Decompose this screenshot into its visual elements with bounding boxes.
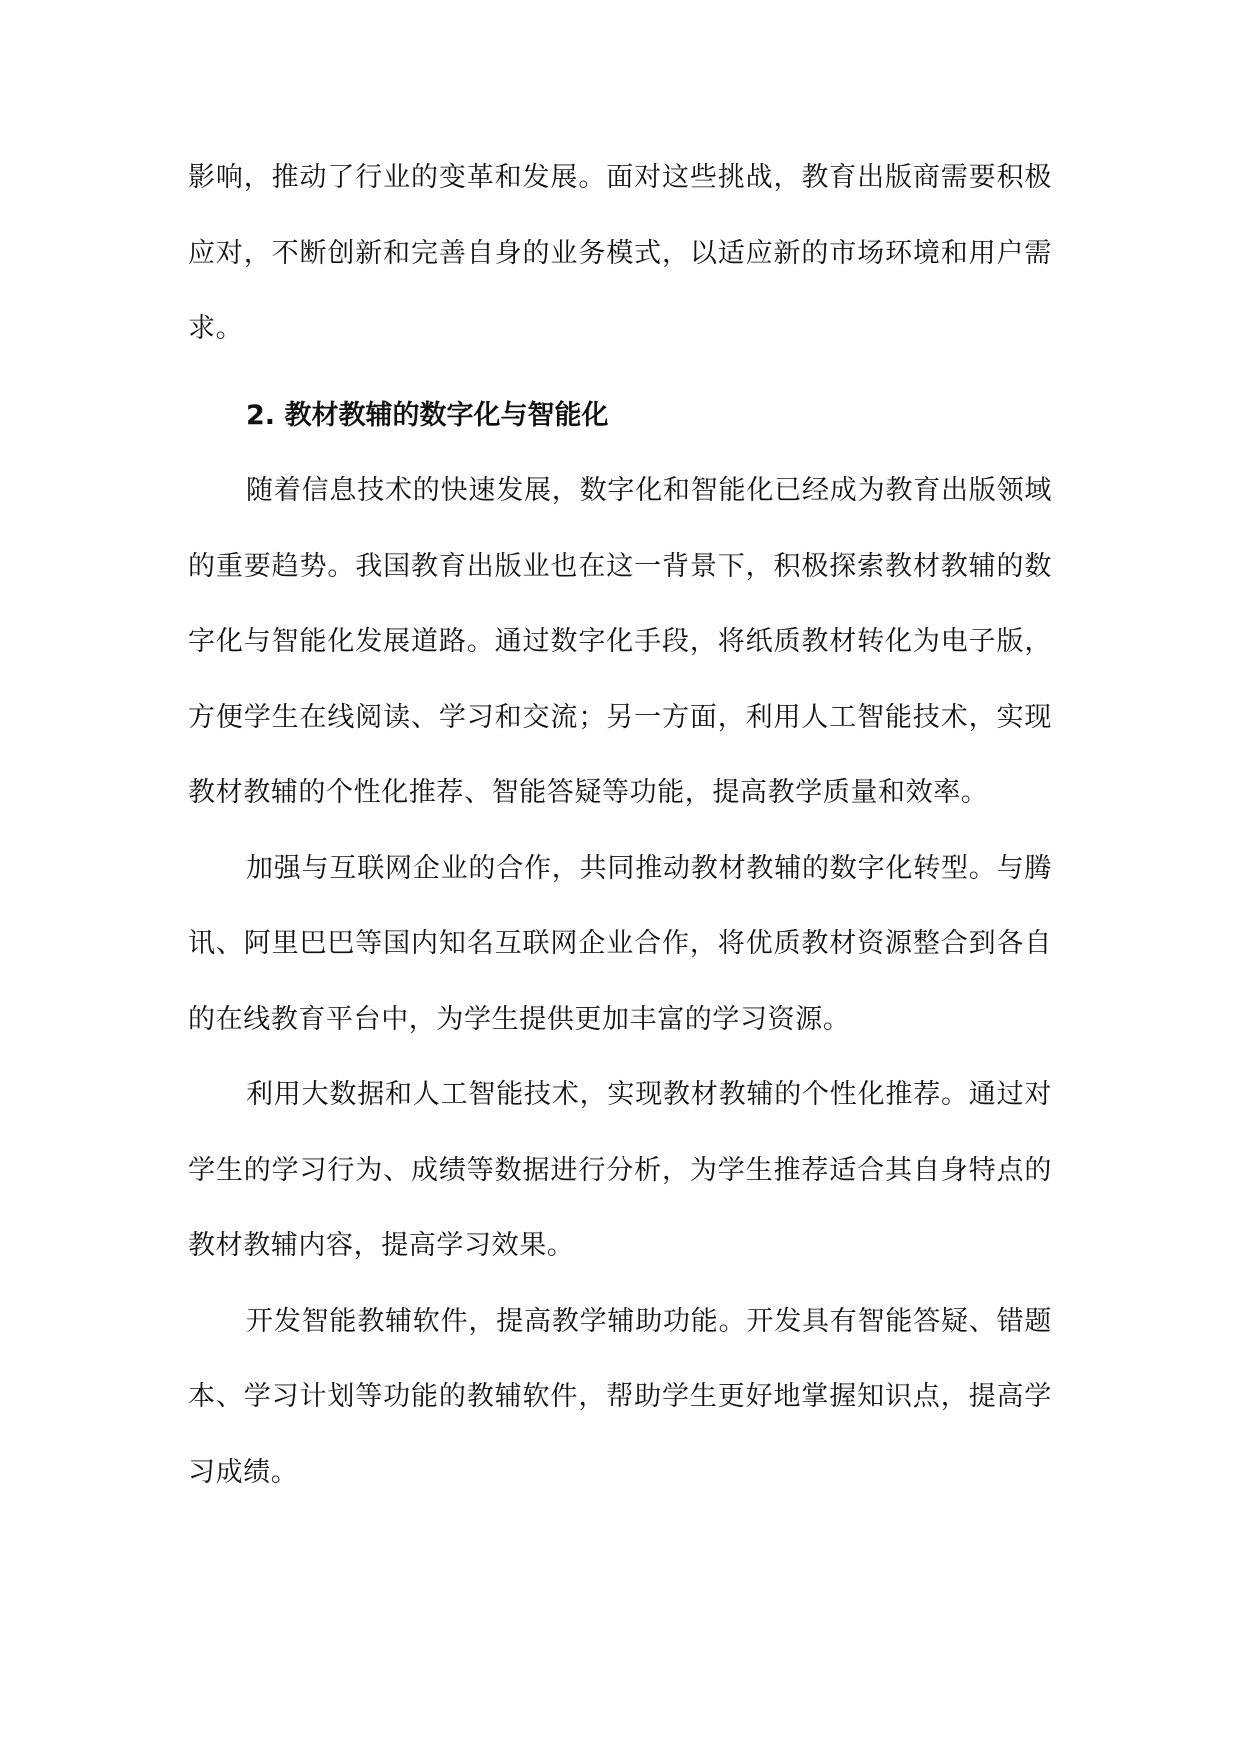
section-heading: 2. 教材教辅的数字化与智能化 — [246, 399, 609, 431]
paragraph-continued: 影响，推动了行业的变革和发展。面对这些挑战，教育出版商需要积极应对，不断创新和完善自身的业务模式，以适应新的市场环境和用户需求。 — [188, 162, 1052, 344]
spacer — [188, 367, 1052, 378]
paragraph: 利用大数据和人工智能技术，实现教材教辅的个性化推荐。通过对学生的学习行为、成绩等数据进行分析，为学生推荐适合其自身特点的教材教辅内容，提高学习效果。 — [188, 1079, 1052, 1261]
paragraph: 加强与互联网企业的合作，共同推动教材教辅的数字化转型。与腾讯、阿里巴巴等国内知名互联网企业合作，将优质教材资源整合到各自的在线教育平台中，为学生提供更加丰富的学习资源。 — [188, 852, 1052, 1035]
document-page — [188, 140, 1052, 1510]
paragraph: 随着信息技术的快速发展，数字化和智能化已经成为教育出版领域的重要趋势。我国教育出版业也在这一背景下，积极探索教材教辅的数字化与智能化发展道路。通过数字化手段，将纸质教材转化为电子版，方便学生在线阅读、学习和交流；另一方面，利用人工智能技术，实现教材教辅的个性化推荐、智能答疑等功能，提高教学质量和效率。 — [188, 475, 1052, 808]
paragraph: 开发智能教辅软件，提高教学辅助功能。开发具有智能答疑、错题本、学习计划等功能的教辅软件，帮助学生更好地掌握知识点，提高学习成绩。 — [188, 1305, 1052, 1488]
